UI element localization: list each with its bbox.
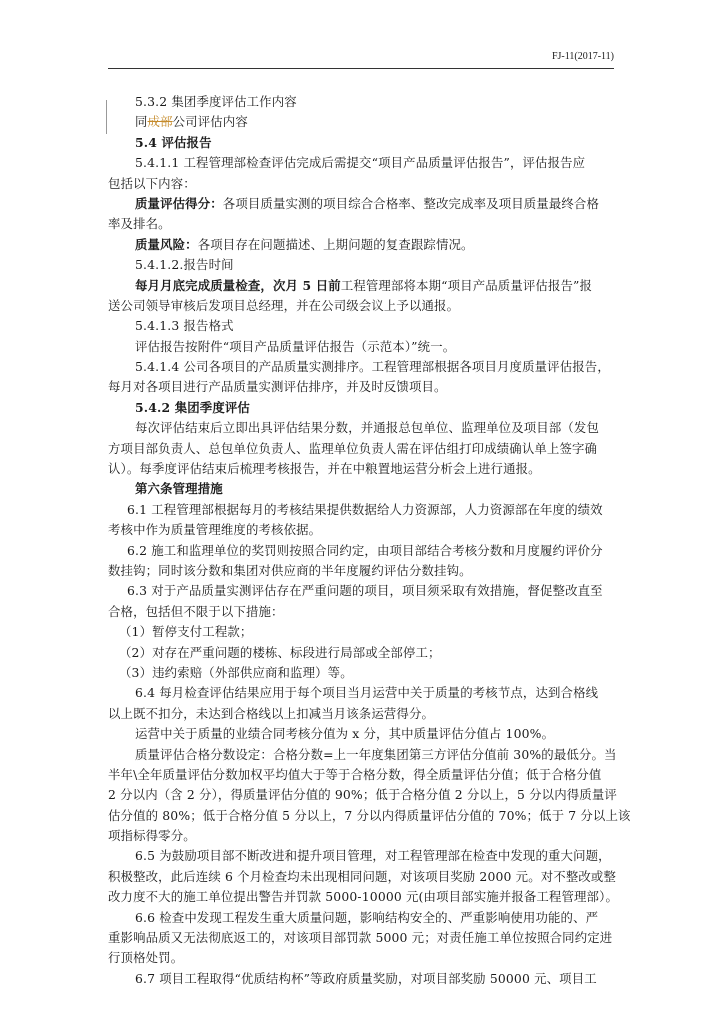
text-line bbox=[108, 602, 616, 622]
text-span: 率及排名。 bbox=[108, 216, 171, 232]
text-line bbox=[108, 887, 616, 907]
text-line bbox=[108, 683, 616, 703]
text-span: 6.4 每月检查评估结果应用于每个项目当月运营中关于质量的考核节点，达到合格线 bbox=[135, 685, 599, 701]
text-line bbox=[108, 969, 616, 989]
text-line bbox=[108, 520, 616, 540]
text-line bbox=[108, 581, 616, 601]
text-line bbox=[108, 867, 616, 887]
text-line bbox=[108, 276, 616, 296]
text-span: 5.3.2 集团季度评估工作内容 bbox=[135, 94, 297, 109]
text-line bbox=[108, 806, 631, 826]
text-span: 2 分以内（含 2 分），得质量评估分值的 90%；低于合格分值 2 分以上，5 分以内得质量评 bbox=[108, 787, 617, 803]
text-span: 6.2 施工和监理单位的奖罚则按照合同约定，由项目部结合考核分数和月度履约评价分 bbox=[127, 542, 603, 558]
text-span: 5.4.1.2.报告时间 bbox=[135, 257, 234, 273]
text-span: 认）。每季度评估结束后梳理考核报告，并在中粮置地运营分析会上进行通报。 bbox=[108, 461, 541, 477]
text-line bbox=[108, 948, 616, 968]
text-line bbox=[108, 153, 616, 173]
text-span: 质量评估合格分数设定：合格分数=上一年度集团第三方评估分值前 30%的最低分。当 bbox=[135, 746, 617, 762]
text-span: 各项目存在问题描述、上期问题的复查跟踪情况。 bbox=[197, 236, 474, 252]
text-span: 评估报告按附件“项目产品质量评估报告（示范本）”统一。 bbox=[135, 338, 456, 354]
text-line bbox=[108, 316, 616, 336]
text-span: 6.7 项目工程取得“优质结构杯”等政府质量奖励，对项目部奖励 50000 元、项目工 bbox=[135, 970, 597, 986]
text-line bbox=[108, 724, 616, 744]
document-code: FJ-11(2017-11) bbox=[551, 51, 614, 62]
text-span: 运营中关于质量的业绩合同考核分值为 x 分，其中质量评估分值占 100%。 bbox=[135, 726, 555, 742]
text-span: （2）对存在严重问题的楼栋、标段进行局部或全部停工； bbox=[119, 644, 441, 660]
text-span: （3）违约索赔（外部供应商和监理）等。 bbox=[119, 664, 353, 680]
text-line bbox=[108, 561, 616, 581]
text-span: 工程管理部将本期“项目产品质量评估报告”报 bbox=[340, 277, 593, 293]
text-span: 6.5 为鼓励项目部不断改进和提升项目管理，对工程管理部在检查中发现的重大问题， bbox=[135, 848, 611, 864]
text-line bbox=[108, 745, 616, 765]
text-span: （1）暂停支付工程款； bbox=[119, 624, 253, 640]
text-line bbox=[108, 459, 616, 479]
text-span: 同 bbox=[135, 114, 148, 130]
page-header bbox=[108, 48, 614, 69]
text-span: 5.4.1.3 报告格式 bbox=[135, 318, 234, 334]
text-span: 6.1 工程管理部根据每月的考核结果提供数据给人力资源部，人力资源部在年度的绩效 bbox=[127, 501, 603, 517]
text-line bbox=[108, 541, 616, 561]
text-line bbox=[108, 398, 616, 418]
text-span: 6.6 检查中发现工程发生重大质量问题，影响结构安全的、严重影响使用功能的、严 bbox=[135, 909, 599, 925]
text-span: 每月对各项目进行产品质量实测评估排序，并及时反馈项目。 bbox=[108, 379, 447, 395]
bold-text: 质量风险： bbox=[135, 236, 198, 252]
bold-text: 5.4 评估报告 bbox=[135, 134, 212, 150]
text-span: 每次评估结束后立即出具评估结果分数，并通报总包单位、监理单位及项目部（发包 bbox=[135, 420, 600, 436]
text-span: 积极整改，此后连续 6 个月检查均未出现相同问题，对该项目奖励 2000 元。对不整改或整 bbox=[108, 868, 616, 884]
text-span: 半年\全年质量评估分数加权平均值大于等于合格分数，得全质量评估分值；低于合格分值 bbox=[108, 766, 602, 782]
text-span: 以上既不扣分，未达到合格线以上扣减当月该条运营得分。 bbox=[108, 705, 435, 721]
text-span: 行顶格处罚。 bbox=[108, 950, 184, 966]
text-span: 数挂钩；同时该分数和集团对供应商的半年度履约评估分数挂钩。 bbox=[108, 562, 472, 578]
text-line bbox=[108, 704, 616, 724]
text-span: 估分值的 80%；低于合格分值 5 分以上，7 分以内得质量评估分值的 70%；低于 7 分以上该 bbox=[108, 807, 631, 823]
text-line bbox=[108, 133, 616, 153]
text-line bbox=[108, 846, 616, 866]
text-span: 5.4.1.1 工程管理部检查评估完成后需提交“项目产品质量评估报告”，评估报告应 bbox=[135, 155, 586, 171]
revision-bar bbox=[106, 100, 107, 134]
text-line bbox=[108, 92, 616, 112]
bold-text: 5.4.2 集团季度评估 bbox=[135, 399, 250, 415]
text-line bbox=[108, 235, 616, 255]
text-line bbox=[108, 643, 616, 663]
text-span: 6.3 对于产品质量实测评估存在严重问题的项目，项目须采取有效措施，督促整改直至 bbox=[127, 583, 603, 599]
text-line bbox=[108, 765, 616, 785]
text-span: 重影响品质又无法彻底返工的，对该项目部罚款 5000 元；对责任施工单位按照合同约定进 bbox=[108, 930, 613, 946]
text-line bbox=[108, 255, 616, 275]
text-span: 考核中作为质量管理维度的考核依据。 bbox=[108, 522, 322, 538]
text-line bbox=[108, 479, 616, 499]
text-line bbox=[108, 357, 616, 377]
text-line bbox=[108, 214, 616, 234]
text-line bbox=[108, 500, 616, 520]
bold-text: 每月月底完成质量检查，次月 5 日前 bbox=[135, 277, 341, 293]
bold-text: 质量评估得分： bbox=[135, 195, 223, 211]
text-line bbox=[108, 663, 616, 683]
text-span: 合格，包括但不限于以下措施： bbox=[108, 603, 284, 619]
text-line bbox=[108, 296, 616, 316]
deleted-text: 成部 bbox=[147, 114, 173, 130]
text-span: 包括以下内容： bbox=[108, 175, 196, 191]
text-line bbox=[108, 194, 616, 214]
text-span: 项指标得零分。 bbox=[108, 828, 196, 844]
text-line bbox=[108, 908, 616, 928]
text-line bbox=[108, 174, 616, 194]
text-span: 各项目质量实测的项目综合合格率、整改完成率及项目质量最终合格 bbox=[222, 195, 600, 211]
text-span: 公司评估内容 bbox=[172, 114, 248, 130]
text-span: 送公司领导审核后发项目总经理，并在公司级会议上予以通报。 bbox=[108, 297, 460, 313]
text-span: 改力度不大的施工单位提出警告并罚款 5000-10000 元(由项目部实施并报备工程管理部）。 bbox=[108, 889, 618, 905]
text-line bbox=[108, 928, 616, 948]
text-line bbox=[108, 337, 616, 357]
text-line bbox=[108, 418, 616, 438]
text-line bbox=[108, 439, 616, 459]
text-line bbox=[108, 377, 616, 397]
bold-text: 第六条管理措施 bbox=[135, 481, 223, 497]
text-line bbox=[108, 826, 616, 846]
text-span: 5.4.1.4 公司各项目的产品质量实测排序。工程管理部根据各项目月度质量评估报告， bbox=[135, 359, 610, 375]
text-line bbox=[108, 785, 616, 805]
document-body bbox=[108, 92, 631, 989]
text-line bbox=[108, 112, 616, 132]
text-span: 方项目部负责人、总包单位负责人、监理单位负责人需在评估组打印成绩确认单上签字确 bbox=[108, 440, 598, 456]
text-line bbox=[108, 622, 616, 642]
